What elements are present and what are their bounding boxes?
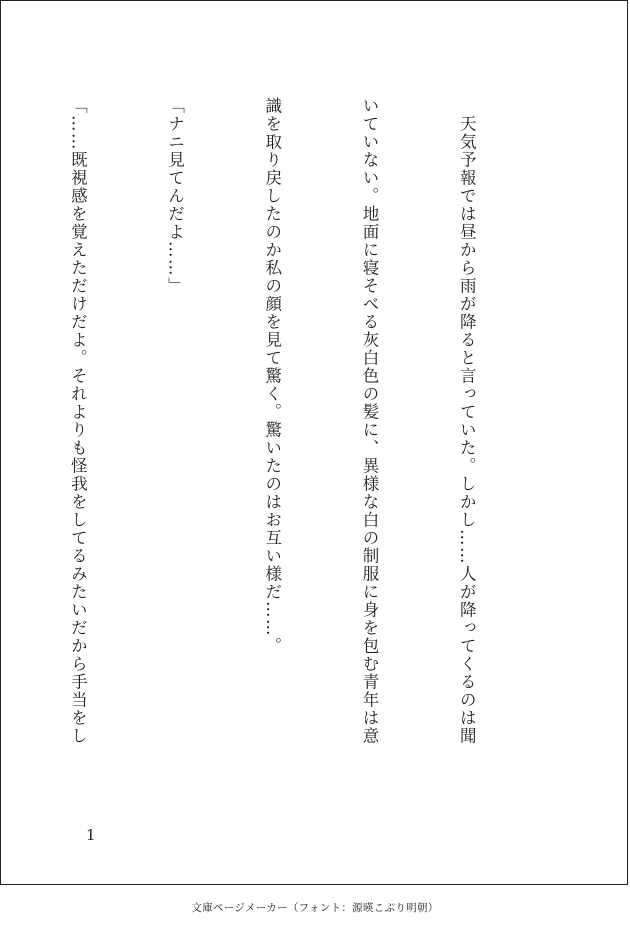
text-line: 「……既視感を覚えただけだよ。それよりも怪我をしてるみたいだから手当をし xyxy=(68,97,88,745)
text-line: いていない。地面に寝そべる灰白色の髪に、異様な白の制服に身を包む青年は意 xyxy=(359,97,379,745)
text-line: 「ナニ見てんだよ……」 xyxy=(165,97,185,295)
text-line: 天気予報では昼から雨が降ると言っていた。しかし……人が降ってくるのは聞 xyxy=(457,97,477,745)
text-line: 識を取り戻したのか私の顔を見て驚く。驚いたのはお互い様だ……。 xyxy=(262,97,282,655)
vertical-text-body xyxy=(0,97,547,797)
footer-credit: 文庫ページメーカー（フォント：源暎こぶり明朝） xyxy=(191,902,439,914)
page-number: 1 xyxy=(86,826,96,844)
